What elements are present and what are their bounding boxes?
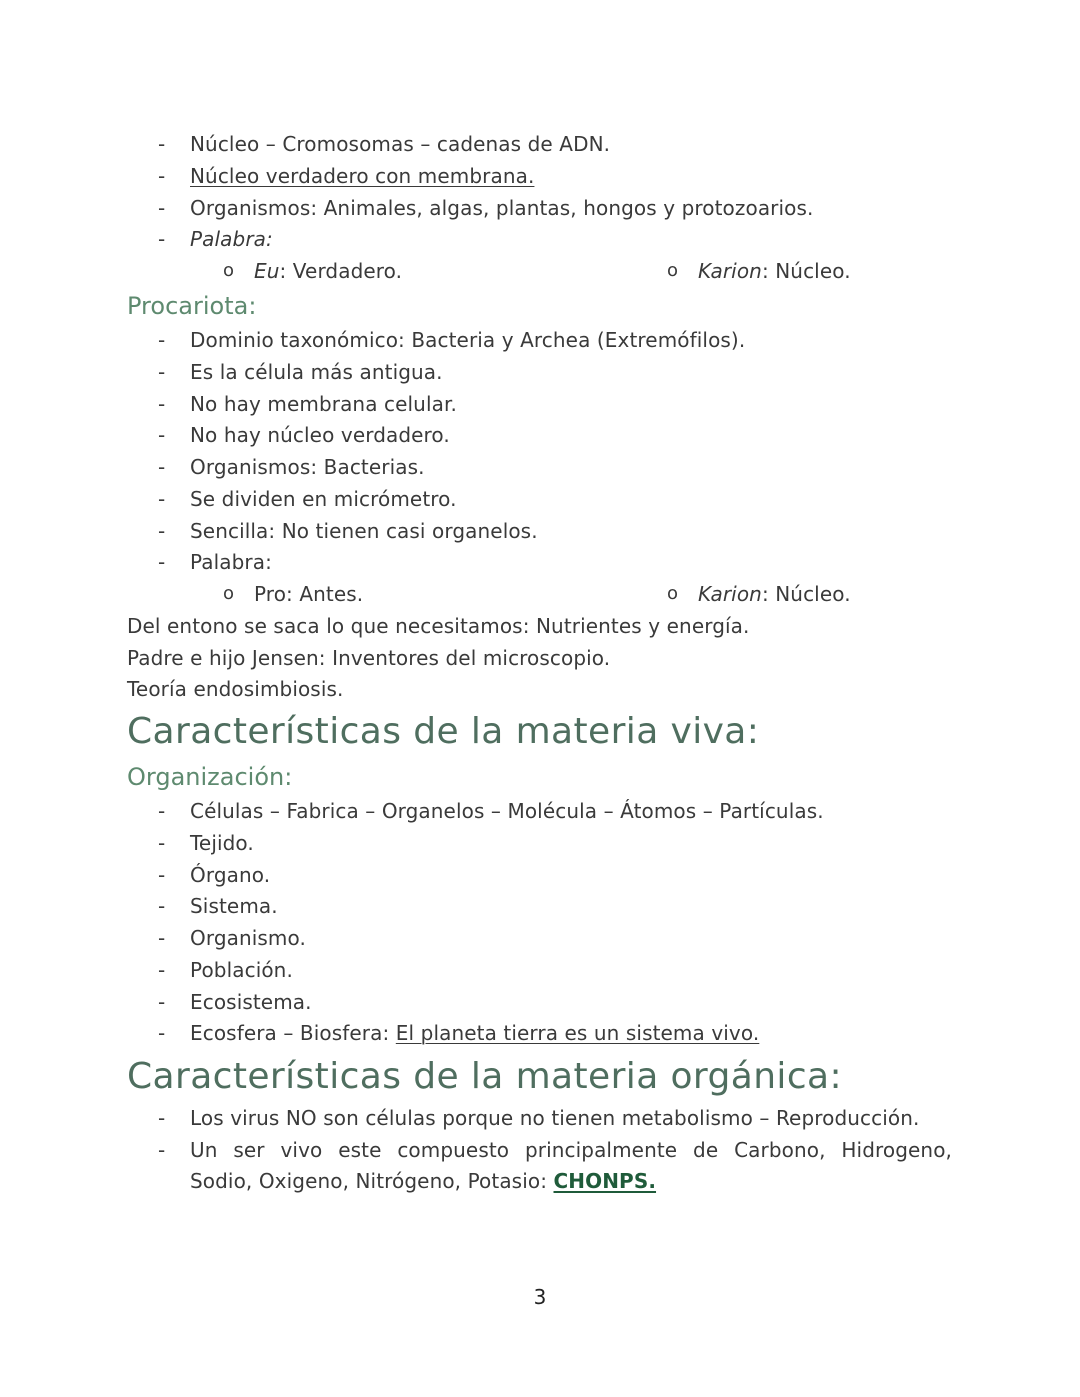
sub-item: [254, 580, 363, 608]
section-subheading: Procariota:: [127, 292, 257, 320]
list-dash: -: [158, 487, 166, 511]
list-item: Organismo.: [190, 926, 306, 950]
list-item: Un ser vivo este compuesto principalmente de Carbono, Hidrogeno,: [190, 1138, 952, 1162]
sub-term: Karion: [698, 259, 762, 283]
list-item: Sencilla: No tienen casi organelos.: [190, 519, 538, 543]
item-prefix: Ecosfera – Biosfera:: [190, 1021, 396, 1045]
underlined-text: El planeta tierra es un sistema vivo.: [395, 1021, 760, 1045]
list-item: No hay membrana celular.: [190, 392, 457, 416]
section-heading: Características de la materia viva:: [127, 711, 760, 752]
list-item: Ecosistema.: [190, 990, 312, 1014]
sub-bullet: o: [667, 583, 679, 604]
list-item: Población.: [190, 958, 293, 982]
list-dash: -: [158, 1021, 166, 1045]
list-dash: -: [158, 392, 166, 416]
list-item: Palabra:: [190, 227, 273, 251]
list-dash: -: [158, 958, 166, 982]
paragraph: Del entono se saca lo que necesitamos: Nutrientes y energía.: [127, 614, 750, 638]
sub-term: Karion: [698, 582, 762, 606]
list-dash: -: [158, 132, 166, 156]
list-dash: -: [158, 196, 166, 220]
sub-item: [254, 257, 402, 285]
list-dash: -: [158, 164, 166, 188]
list-item: Dominio taxonómico: Bacteria y Archea (Extremófilos).: [190, 328, 746, 352]
list-item: Organismos: Bacterias.: [190, 455, 425, 479]
sub-item: [698, 257, 851, 285]
paragraph: Padre e hijo Jensen: Inventores del microscopio.: [127, 646, 611, 670]
section-heading: Características de la materia orgánica:: [127, 1056, 842, 1097]
list-dash: -: [158, 1138, 166, 1162]
list-item: Es la célula más antigua.: [190, 360, 443, 384]
list-item: Núcleo verdadero con membrana.: [190, 164, 535, 188]
sub-item: [698, 580, 851, 608]
paragraph: Teoría endosimbiosis.: [127, 677, 344, 701]
sub-def: : Verdadero.: [279, 259, 403, 283]
list-dash: -: [158, 550, 166, 574]
list-item: Núcleo – Cromosomas – cadenas de ADN.: [190, 132, 611, 156]
list-item: Tejido.: [190, 831, 254, 855]
list-dash: -: [158, 863, 166, 887]
page-number: 3: [533, 1285, 547, 1309]
list-item: No hay núcleo verdadero.: [190, 423, 450, 447]
sub-term: Pro: [254, 582, 287, 606]
list-dash: -: [158, 1106, 166, 1130]
sub-bullet: o: [223, 260, 235, 281]
list-dash: -: [158, 455, 166, 479]
list-item: Organismos: Animales, algas, plantas, hongos y protozoarios.: [190, 196, 814, 220]
sub-term: Eu: [254, 259, 280, 283]
section-subheading: Organización:: [127, 763, 293, 791]
sub-def: : Núcleo.: [761, 582, 851, 606]
list-item: Sistema.: [190, 894, 278, 918]
list-item-continuation: [190, 1167, 656, 1195]
list-dash: -: [158, 519, 166, 543]
list-dash: -: [158, 894, 166, 918]
list-dash: -: [158, 799, 166, 823]
list-item: Se dividen en micrómetro.: [190, 487, 457, 511]
list-dash: -: [158, 227, 166, 251]
sub-bullet: o: [667, 260, 679, 281]
sub-bullet: o: [223, 583, 235, 604]
list-dash: -: [158, 328, 166, 352]
sub-def: : Núcleo.: [761, 259, 851, 283]
list-item: Los virus NO son células porque no tienen metabolismo – Reproducción.: [190, 1106, 920, 1130]
list-dash: -: [158, 926, 166, 950]
list-dash: -: [158, 990, 166, 1014]
list-item: Células – Fabrica – Organelos – Molécula – Átomos – Partículas.: [190, 799, 824, 823]
list-item: Palabra:: [190, 550, 272, 574]
item-prefix: Sodio, Oxigeno, Nitrógeno, Potasio:: [190, 1169, 554, 1193]
sub-def: : Antes.: [286, 582, 364, 606]
list-dash: -: [158, 423, 166, 447]
list-item: [190, 1019, 759, 1047]
list-dash: -: [158, 831, 166, 855]
list-item: Órgano.: [190, 863, 271, 887]
chonps-link[interactable]: CHONPS.: [553, 1169, 657, 1193]
list-dash: -: [158, 360, 166, 384]
